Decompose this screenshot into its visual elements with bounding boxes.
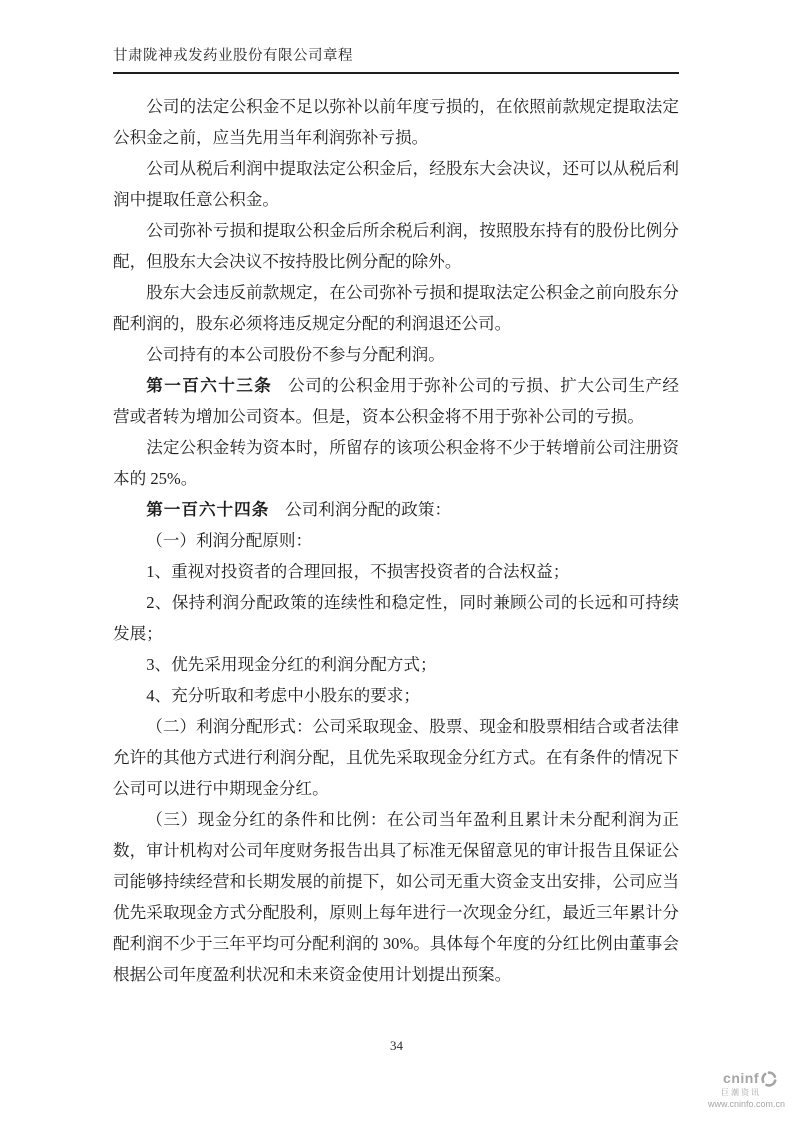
paragraph: 法定公积金转为资本时，所留存的该项公积金将不少于转增前公司注册资本的 25%。 bbox=[113, 438, 679, 488]
paragraph: 公司从税后利润中提取法定公积金后，经股东大会决议，还可以从税后利润中提取任意公积金。 bbox=[113, 159, 679, 209]
paragraph: 公司的法定公积金不足以弥补以前年度亏损的，在依照前款规定提取法定公积金之前，应当先用当年利润弥补亏损。 bbox=[113, 97, 679, 147]
document-body bbox=[113, 91, 679, 990]
paragraph: 4、充分听取和考虑中小股东的要求； bbox=[146, 686, 420, 705]
paragraph: （二）利润分配形式：公司采取现金、股票、现金和股票相结合或者法律允许的其他方式进行利润分配，且优先采取现金分红方式。在有条件的情况下公司可以进行中期现金分红。 bbox=[113, 717, 679, 798]
page-header bbox=[113, 44, 679, 74]
paragraph: 公司弥补亏损和提取公积金后所余税后利润，按照股东持有的股份比例分配，但股东大会决议不按持股比例分配的除外。 bbox=[113, 221, 679, 271]
cninfo-brand-row bbox=[723, 1070, 778, 1088]
paragraph: 1、重视对投资者的合理回报，不损害投资者的合法权益； bbox=[146, 562, 570, 581]
paragraph: 第一百六十三条 公司的公积金用于弥补公司的亏损、扩大公司生产经营或者转为增加公司资本。但是，资本公积金将不用于弥补公司的亏损。 bbox=[113, 376, 679, 426]
article-number: 第一百六十三条 bbox=[146, 376, 273, 395]
paragraph: 公司持有的本公司股份不参与分配利润。 bbox=[146, 345, 445, 364]
cninfo-chinese-name: 巨潮资讯 bbox=[721, 1088, 761, 1097]
cninfo-url: www.cninfo.com.cn bbox=[707, 1098, 785, 1109]
cninfo-swirl-icon bbox=[760, 1070, 778, 1088]
cninfo-watermark bbox=[677, 1070, 787, 1110]
page-number: 34 bbox=[390, 1038, 403, 1053]
paragraph: （一）利润分配原则： bbox=[146, 531, 313, 550]
paragraph: 2、保持利润分配政策的连续性和稳定性，同时兼顾公司的长远和可持续发展； bbox=[113, 593, 679, 643]
paragraph: 股东大会违反前款规定，在公司弥补亏损和提取法定公积金之前向股东分配利润的，股东必须将违反规定分配的利润退还公司。 bbox=[113, 283, 679, 333]
paragraph: （三）现金分红的条件和比例：在公司当年盈利且累计未分配利润为正数，审计机构对公司年度财务报告出具了标准无保留意见的审计报告且保证公司能够持续经营和长期发展的前提下，如公司无重大资金支出安排，公司应当优先采取现金方式分配股利，原则上每年进行一次现金分红，最近三年累计分配利润不少于三年平均可分配利润的 30%。具体每个年度的分红比例由董事会根据公司年度盈利状况和未来资金使用计划提出预案。 bbox=[113, 810, 679, 984]
paragraph: 第一百六十四条 公司利润分配的政策： bbox=[146, 500, 452, 519]
paragraph: 3、优先采用现金分红的利润分配方式； bbox=[146, 655, 437, 674]
article-number: 第一百六十四条 bbox=[146, 500, 270, 519]
document-title: 甘肃陇神戎发药业股份有限公司章程 bbox=[113, 48, 353, 64]
cninfo-brand-text: cninf bbox=[723, 1070, 759, 1087]
